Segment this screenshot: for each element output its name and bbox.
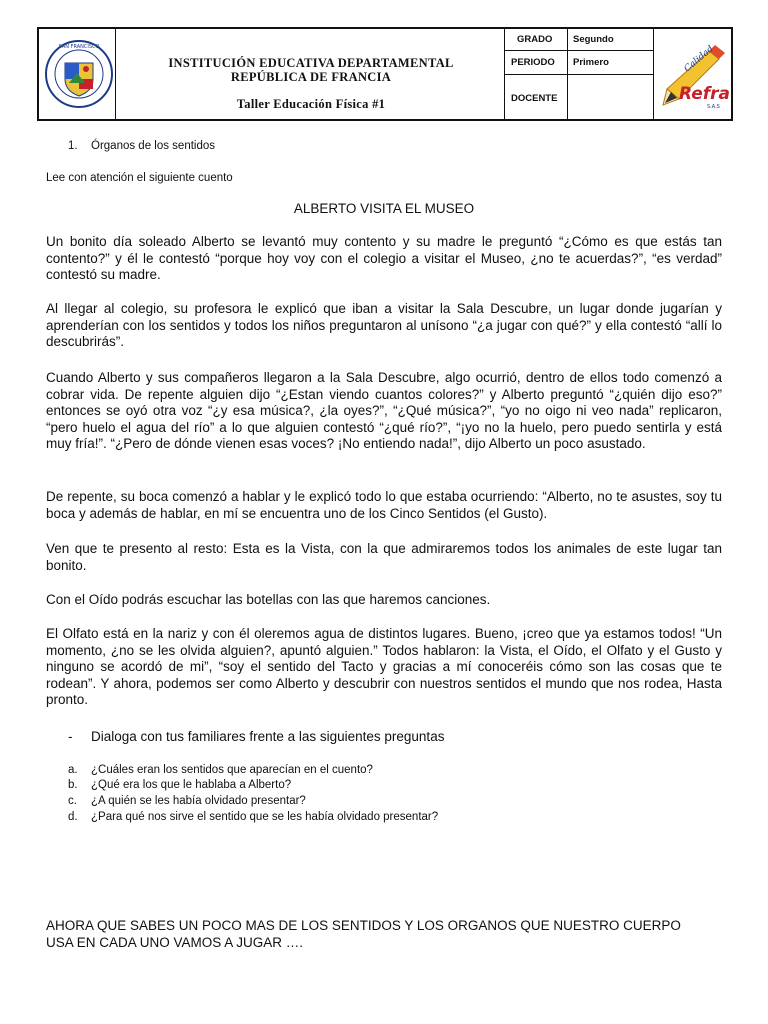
periodo-label: PERIODO (511, 57, 555, 68)
question-letter: c. (68, 795, 77, 807)
grado-value: Segundo (573, 34, 614, 45)
instruction-text: Lee con atención el siguiente cuento (46, 172, 233, 184)
logo-text-main: Refra (679, 84, 731, 104)
story-paragraph-1: Un bonito día soleado Alberto se levantó muy contento y su madre le preguntó “¿Cómo es que estás tan contento?” y él le contestó “porque hoy voy con el colegio a visitar el Museo, ¿no te acuerdas?”, “es verdad” contestó su madre. (46, 234, 722, 282)
school-crest-logo (43, 33, 115, 115)
divider (504, 74, 653, 75)
story-paragraph-5: Ven que te presento al resto: Esta es la Vista, con la que admiraremos todos los animales de este lugar tan bonito. (46, 541, 722, 573)
story-paragraph-4: De repente, su boca comenzó a hablar y le explicó todo lo que estaba ocurriendo: “Alberto, no te asustes, soy tu boca y además de hablar, en mí se encuentra uno de los Cinco Sentidos (el Gusto). (46, 489, 722, 521)
question-text: ¿A quién se les había olvidado presentar? (91, 795, 306, 807)
closing-text: AHORA QUE SABES UN POCO MAS DE LOS SENTIDOS Y LOS ORGANOS QUE NUESTRO CUERPO USA EN CADA UNO VAMOS A JUGAR …. (46, 918, 681, 950)
grado-label: GRADO (517, 34, 553, 45)
story-paragraph-7: El Olfato está en la nariz y con él oleremos agua de distintos lugares. Bueno, ¡creo que ya estamos todos! “Un momento, ¿no se les olvida alguien?, apuntó alguien.” Todos hablaron: la Vista, el Oído, el Olfato y el Gusto y ninguno se acordó de mi”, “soy el sentido del Tacto y gracias a mí conoceréis cómo son las cosas que te rodean”. Y ahora, podemos ser como Alberto y descubrir con nuestros sentidos el mundo que nos rodea, Hasta pronto. (46, 626, 722, 707)
divider (504, 50, 653, 51)
logo-text-top: Calidad (682, 44, 716, 75)
institution-name-line2: REPÚBLICA DE FRANCIA (230, 70, 392, 84)
question-text: ¿Para qué nos sirve el sentido que se les había olvidado presentar? (91, 811, 439, 823)
logo-text-sub: S.A.S (707, 104, 720, 110)
divider (115, 29, 116, 119)
institution-name: INSTITUCIÓN EDUCATIVA DEPARTAMENTAL (168, 56, 454, 70)
dialog-instruction: Dialoga con tus familiares frente a las siguientes preguntas (91, 729, 445, 744)
story-paragraph-2: Al llegar al colegio, su profesora le explicó que iban a visitar la Sala Descubre, un lugar donde jugarían y aprenderían con los sentidos y todos los niños preguntaron al unísono “¿a jugar con qué?” y ella contestó “allí lo descubrirás”. (46, 301, 722, 349)
question-text: ¿Cuáles eran los sentidos que aparecían en el cuento? (91, 764, 373, 776)
refra-logo (657, 37, 731, 113)
question-letter: d. (68, 811, 78, 823)
docente-label: DOCENTE (511, 93, 558, 104)
story-title: ALBERTO VISITA EL MUSEO (293, 201, 475, 216)
divider (653, 29, 654, 119)
question-letter: a. (68, 764, 78, 776)
question-letter: b. (68, 779, 78, 791)
section-title: Órganos de los sentidos (91, 140, 216, 152)
story-paragraph-3: Cuando Alberto y sus compañeros llegaron a la Sala Descubre, algo ocurrió, dentro de ellos todo comenzó a cobrar vida. De repente alguien dijo “¿Estan viendo cuantos colores?” y Alberto preguntó “¿quién dijo eso?” entonces se oyó otra voz “¿y esa música?, ¿la oyes?”, “¿Qué música?”, “yo no oigo ni veo nada” replicaron, “pero huelo el agua del río” a lo que alguien contestó “¿qué río?”, “¡yo no la huelo, pero puedo sentirla y está muy fría!”. “¿Pero de dónde vienen esas voces? ¡No entiendo nada!”, dijo Alberto un poco asustado. (46, 370, 722, 451)
header-table (37, 27, 733, 121)
crest-text: SAN FRANCISCO (58, 44, 100, 50)
story-paragraph-6: Con el Oído podrás escuchar las botellas con las que haremos canciones. (46, 592, 491, 607)
workshop-title: Taller Educación Física #1 (236, 97, 386, 111)
periodo-value: Primero (573, 57, 609, 68)
question-text: ¿Qué era los que le hablaba a Alberto? (91, 779, 292, 791)
dialog-bullet: - (68, 729, 73, 744)
section-number: 1. (68, 140, 78, 152)
